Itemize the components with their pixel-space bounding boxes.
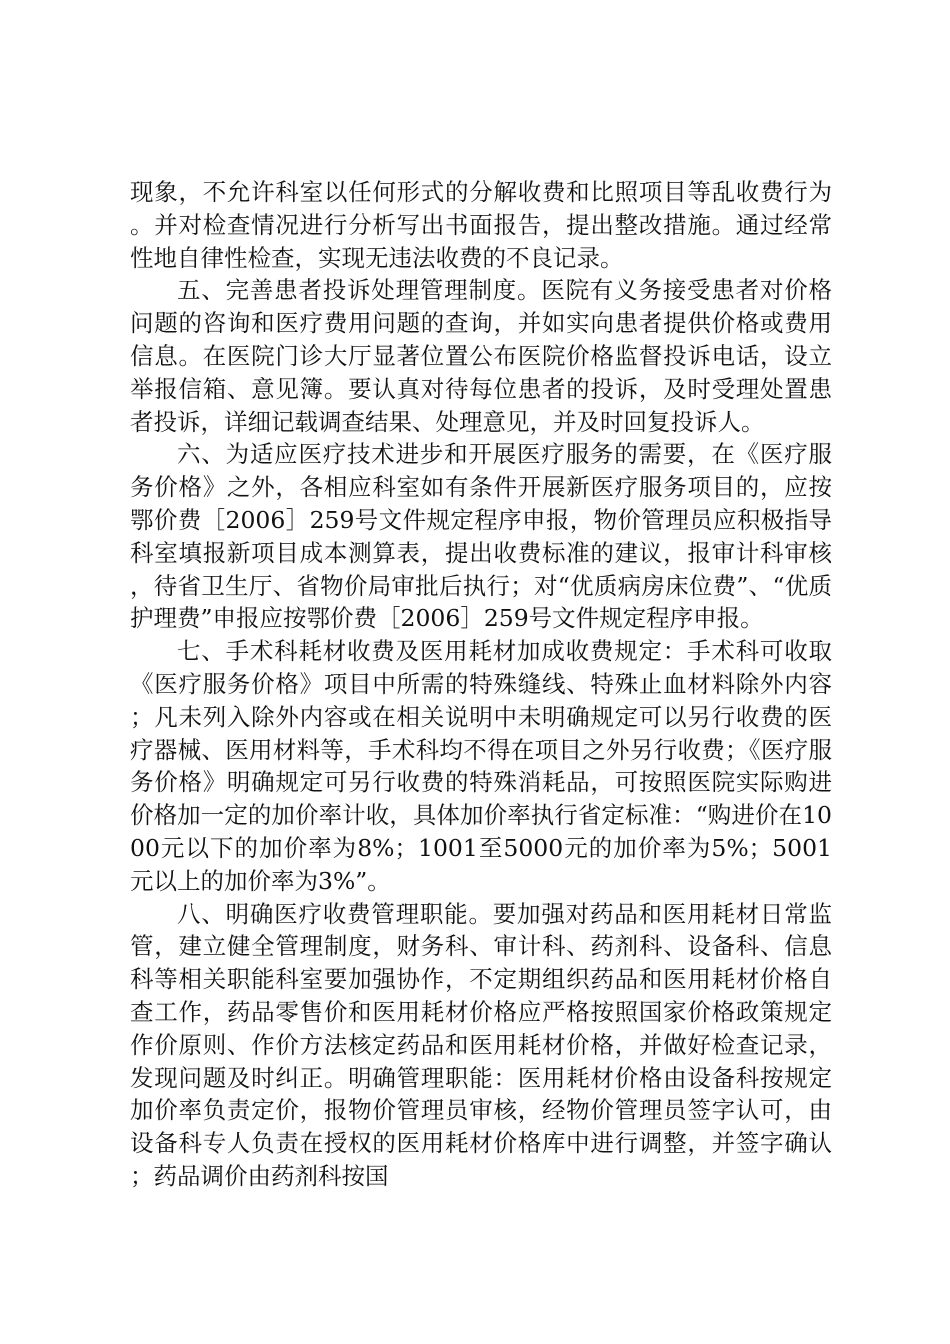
paragraph-section-8: 八、明确医疗收费管理职能。要加强对药品和医用耗材日常监管，建立健全管理制度，财务科、审计科、药剂科、设备科、信息科等相关职能科室要加强协作，不定期组织药品和医用耗材价格自查工作，药品零售价和医用耗材价格应严格按照国家价格政策规定作价原则、作价方法核定药品和医用耗材价格，并做好检查记录，发现问题及时纠正。明确管理职能：医用耗材价格由设备科按规定加价率负责定价，报物价管理员审核，经物价管理员签字认可，由设备科专人负责在授权的医用耗材价格库中进行调整，并签字确认；药品调价由药剂科按国 (130, 899, 832, 1190)
paragraph-section-7: 七、手术科耗材收费及医用耗材加成收费规定：手术科可收取《医疗服务价格》项目中所需的特殊缝线、特殊止血材料除外内容；凡未列入除外内容或在相关说明中未明确规定可以另行收费的医疗器械、医用材料等，手术科均不得在项目之外另行收费；《医疗服务价格》明确规定可另行收费的特殊消耗品，可按照医院实际购进价格加一定的加价率计收，具体加价率执行省定标准：“购进价在1000元以下的加价率为8%；1001至5000元的加价率为5%；5001元以上的加价率为3%”。 (130, 637, 832, 895)
paragraph-section-6: 六、为适应医疗技术进步和开展医疗服务的需要，在《医疗服务价格》之外，各相应科室如有条件开展新医疗服务项目的，应按鄂价费［2006］259号文件规定程序申报，物价管理员应积极指导科室填报新项目成本测算表，提出收费标准的建议，报审计科审核，待省卫生厅、省物价局审批后执行；对“优质病房床位费”、“优质护理费”申报应按鄂价费［2006］259号文件规定程序申报。 (130, 440, 832, 633)
paragraph-continuation: 现象，不允许科室以任何形式的分解收费和比照项目等乱收费行为。并对检查情况进行分析写出书面报告，提出整改措施。通过经常性地自律性检查，实现无违法收费的不良记录。 (130, 178, 832, 272)
document-page (130, 176, 832, 1193)
paragraph-section-5: 五、完善患者投诉处理管理制度。医院有义务接受患者对价格问题的咨询和医疗费用问题的查询，并如实向患者提供价格或费用信息。在医院门诊大厅显著位置公布医院价格监督投诉电话，设立举报信箱、意见簿。要认真对待每位患者的投诉，及时受理处置患者投诉，详细记载调查结果、处理意见，并及时回复投诉人。 (130, 276, 832, 436)
